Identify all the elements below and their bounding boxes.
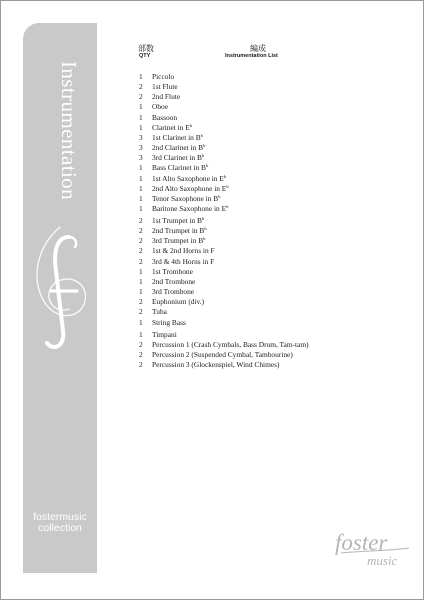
item-instrument <box>152 307 167 316</box>
item-qty: 1 <box>139 183 143 193</box>
item-qty: 1 <box>139 163 143 173</box>
item-instrument <box>152 287 194 296</box>
flat-sign: b <box>223 173 227 179</box>
item-qty: 1 <box>139 317 143 327</box>
item-instrument-name: 2nd Trombone <box>152 276 196 286</box>
brand-line2: music <box>367 553 398 568</box>
item-instrument <box>152 330 177 339</box>
item-qty: 1 <box>139 193 143 203</box>
flat-sign: b <box>226 203 229 209</box>
item-qty: 1 <box>139 173 143 183</box>
item-instrument <box>152 174 226 183</box>
item-instrument <box>152 277 195 286</box>
item-instrument <box>152 350 293 359</box>
flat-sign: b <box>201 153 205 159</box>
brand-line1: foster <box>335 530 388 555</box>
item-instrument-name: Tenor Saxophone in B <box>152 193 219 203</box>
flat-sign: b <box>201 216 205 221</box>
item-instrument-name: 2nd Alto Saxophone in E <box>152 183 227 193</box>
item-instrument-name: 2nd Flute <box>152 92 181 102</box>
sidebar-collection-line2: collection <box>38 522 82 534</box>
item-instrument <box>152 340 309 349</box>
item-qty: 2 <box>139 216 143 225</box>
item-qty: 2 <box>139 297 143 307</box>
item-instrument-name: Oboe <box>152 102 169 112</box>
item-qty: 2 <box>139 350 143 360</box>
item-instrument-name: Baritone Saxophone in E <box>152 203 227 213</box>
item-qty: 1 <box>139 122 143 132</box>
item-instrument-name: 1st Trombone <box>152 266 193 276</box>
item-instrument <box>152 163 208 172</box>
item-instrument-name: 2nd Clarinet in B <box>152 143 204 153</box>
item-instrument <box>152 246 215 255</box>
item-qty: 1 <box>139 203 143 213</box>
item-instrument <box>152 72 174 81</box>
sidebar-band <box>23 23 97 573</box>
item-instrument-name: Percussion 1 (Crash Cymbals, Bass Drum, Tam-tam) <box>152 340 309 350</box>
item-qty: 2 <box>139 226 143 236</box>
item-instrument-name: Timpani <box>152 330 177 339</box>
item-instrument-name: Clarinet in E <box>152 122 190 132</box>
flat-sign: b <box>226 183 229 189</box>
item-instrument-name: Bassoon <box>152 112 178 122</box>
item-instrument <box>152 133 203 142</box>
qty-header-cn: 部数 <box>138 44 154 53</box>
sidebar-collection-line1: fostermusic <box>33 511 87 523</box>
item-instrument <box>152 82 178 91</box>
instrumentation-header-cn: 編成 <box>250 44 266 53</box>
item-instrument-name: 3rd & 4th Horns in F <box>152 256 215 266</box>
item-instrument-name: Piccolo <box>152 72 175 81</box>
item-qty: 2 <box>139 256 143 266</box>
item-instrument <box>152 236 205 245</box>
item-instrument-name: Percussion 3 (Glockenspiel, Wind Chimes) <box>152 360 280 370</box>
item-instrument <box>152 318 186 327</box>
flat-sign: b <box>203 236 206 242</box>
flat-sign: b <box>206 163 209 169</box>
item-qty: 2 <box>139 236 143 246</box>
item-instrument <box>152 113 177 122</box>
item-instrument-name: Tuba <box>152 307 167 317</box>
item-instrument <box>152 204 228 213</box>
flat-sign: b <box>203 143 206 149</box>
item-instrument <box>152 92 180 101</box>
sidebar-title: Instrumentation <box>57 61 81 200</box>
item-instrument <box>152 297 204 306</box>
item-qty: 2 <box>139 82 143 92</box>
item-qty: 2 <box>139 307 143 317</box>
foster-music-logo <box>331 528 411 572</box>
item-instrument <box>152 143 205 152</box>
item-instrument <box>152 184 229 193</box>
flat-sign: b <box>200 132 203 138</box>
item-instrument-name: Percussion 2 (Suspended Cymbal, Tambourine) <box>152 350 293 360</box>
instrumentation-header: Instrumentation List <box>225 53 278 59</box>
item-qty: 2 <box>139 92 143 102</box>
item-qty: 1 <box>139 72 143 81</box>
item-instrument <box>152 194 221 203</box>
item-instrument-name: 1st Flute <box>152 82 178 92</box>
item-qty: 3 <box>139 153 143 163</box>
item-instrument <box>152 123 192 132</box>
item-qty: 3 <box>139 132 143 142</box>
item-instrument-name: 3rd Clarinet in B <box>152 153 202 163</box>
item-instrument-name: 3rd Trombone <box>152 287 195 297</box>
item-instrument <box>152 226 207 235</box>
item-qty: 1 <box>139 266 143 276</box>
item-instrument <box>152 102 168 111</box>
item-qty: 2 <box>139 360 143 370</box>
item-instrument-name: Bass Clarinet in B <box>152 163 206 173</box>
item-instrument-name: 3rd Trumpet in B <box>152 236 204 246</box>
flat-sign: b <box>189 122 193 128</box>
item-instrument-name: String Bass <box>152 317 186 327</box>
item-qty: 1 <box>139 287 143 297</box>
item-instrument <box>152 360 279 369</box>
item-instrument-name: 1st & 2nd Horns in F <box>152 246 215 256</box>
item-qty: 1 <box>139 102 143 112</box>
item-instrument <box>152 267 193 276</box>
item-instrument-name: Euphonium (div.) <box>152 297 205 307</box>
qty-header: QTY <box>139 53 151 59</box>
item-qty: 1 <box>139 330 143 339</box>
item-instrument-name: 2nd Trumpet in B <box>152 226 205 236</box>
flat-sign: b <box>204 226 207 232</box>
item-instrument <box>152 257 214 266</box>
flat-sign: b <box>218 193 221 199</box>
item-qty: 2 <box>139 340 143 350</box>
item-qty: 1 <box>139 112 143 122</box>
item-qty: 1 <box>139 276 143 286</box>
item-instrument-name: 1st Clarinet in B <box>152 132 201 142</box>
item-instrument <box>152 153 204 162</box>
item-qty: 2 <box>139 246 143 256</box>
item-instrument-name: 1st Trumpet in B <box>152 216 202 225</box>
item-instrument <box>152 216 204 225</box>
item-qty: 3 <box>139 143 143 153</box>
item-instrument-name: 1st Alto Saxophone in E <box>152 173 224 183</box>
treble-clef-logo-icon <box>23 219 97 359</box>
